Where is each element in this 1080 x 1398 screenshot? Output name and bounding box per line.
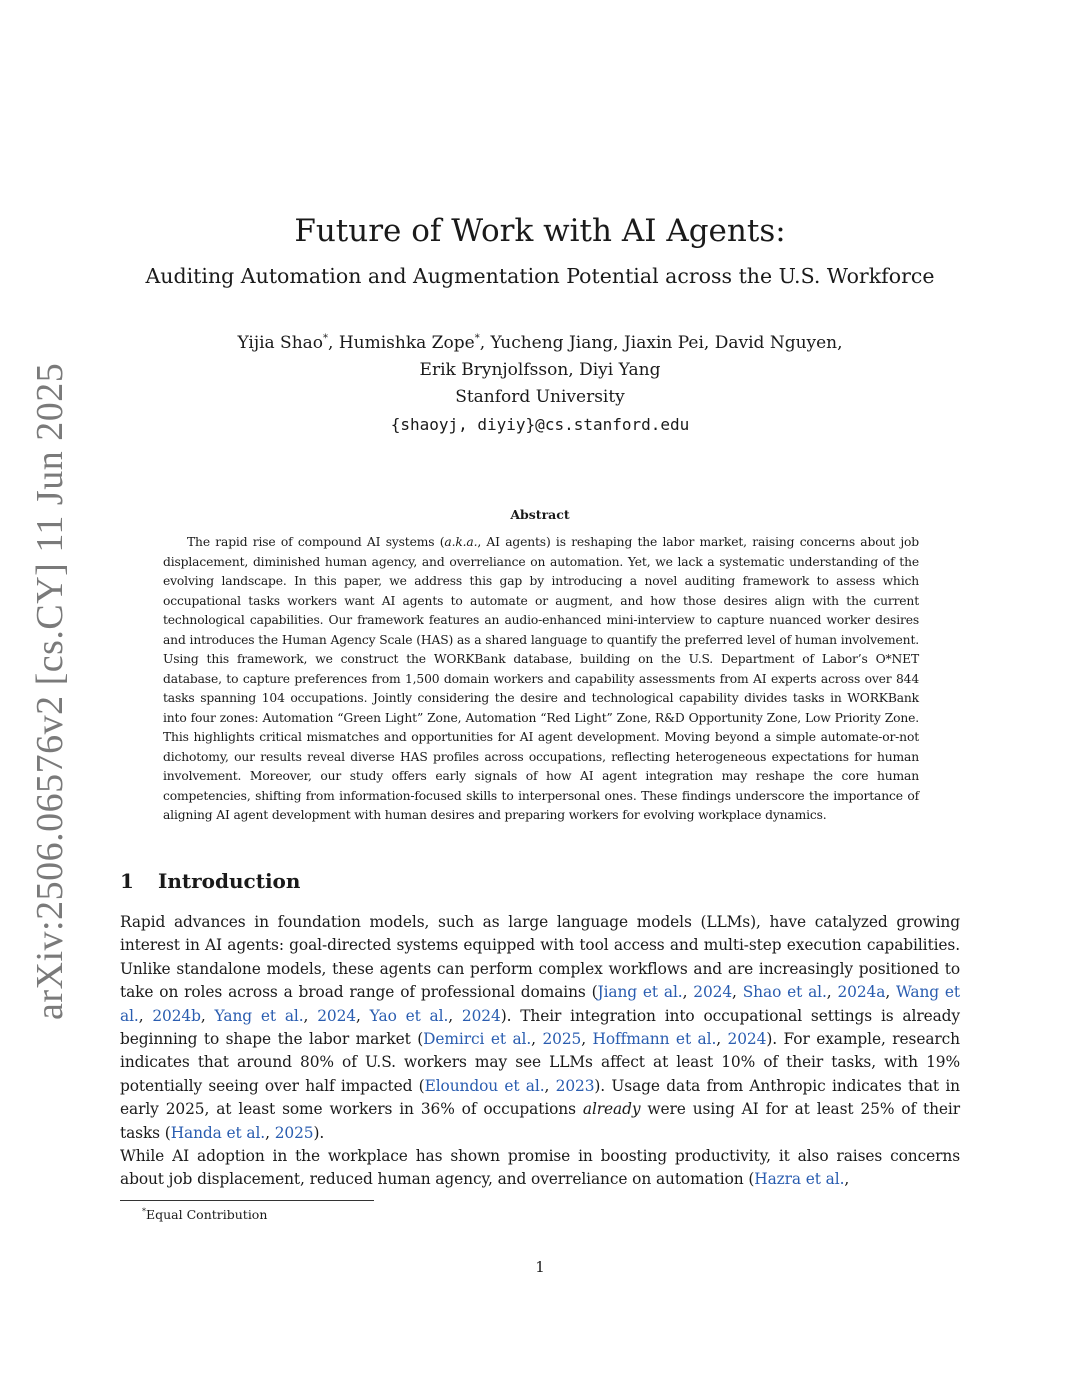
italic-emphasis: already: [582, 1100, 641, 1119]
author-block: [0, 330, 1080, 438]
citation-link[interactable]: Eloundou et al.: [424, 1076, 545, 1095]
paper-title: Future of Work with AI Agents:: [294, 213, 786, 249]
section-heading-introduction: [120, 866, 300, 896]
citation-link[interactable]: 2024: [461, 1006, 501, 1025]
citation-link[interactable]: Hazra et al.: [754, 1170, 845, 1189]
citation-link[interactable]: 2024a: [837, 983, 886, 1002]
author-name: Yijia Shao: [237, 333, 324, 353]
equal-contribution-mark: *: [474, 333, 480, 344]
punctuation: ,: [138, 1006, 153, 1025]
citation-link[interactable]: Handa et al.: [170, 1123, 266, 1142]
page-number: 1: [535, 1258, 545, 1276]
author-line-2: Erik Brynjolfsson, Diyi Yang: [419, 360, 661, 380]
punctuation: ,: [355, 1006, 370, 1025]
paragraph-text: were using AI for at least 25% of their tasks (: [120, 1100, 960, 1142]
paragraph-text: ). Usage data from Anthropic indicates that in early 2025, at least some workers in 36% of occupations: [120, 1076, 960, 1119]
punctuation: ,: [732, 983, 743, 1002]
citation-link[interactable]: Demirci et al.: [423, 1030, 532, 1049]
paragraph-text: ). Their integration into occupational settings is already beginning to shape the labor market (: [120, 1006, 961, 1049]
abstract-italic: a.k.a.: [444, 535, 478, 549]
footnote-divider: [120, 1200, 374, 1201]
author-name: , Humishka Zope: [328, 333, 475, 353]
abstract-heading: Abstract: [510, 507, 570, 522]
citation-link[interactable]: 2024: [317, 1006, 356, 1025]
punctuation: ,: [303, 1006, 318, 1025]
equal-contribution-mark: *: [323, 333, 329, 344]
footnote-text: Equal Contribution: [146, 1207, 268, 1222]
punctuation: ,: [544, 1076, 556, 1095]
punctuation: ,: [448, 1006, 462, 1025]
affiliation: Stanford University: [455, 387, 625, 407]
paragraph-text: ). For example, research indicates that around 80% of U.S. workers may see LLMs affect at least 10% of their tasks, with 19% potentially seeing over half impacted (: [120, 1030, 960, 1095]
section-number: 1: [120, 869, 134, 893]
citation-link[interactable]: 2025: [542, 1030, 582, 1049]
paper-subtitle: Auditing Automation and Augmentation Potential across the U.S. Workforce: [145, 264, 935, 288]
author-line-1: [0, 330, 1080, 357]
paragraph-text: ).: [313, 1123, 325, 1142]
citation-link[interactable]: Wang et al.: [120, 983, 961, 1025]
punctuation: ,: [844, 1170, 850, 1189]
punctuation: ,: [885, 983, 897, 1002]
author-names: , Yucheng Jiang, Jiaxin Pei, David Nguyen,: [479, 333, 843, 353]
citation-link[interactable]: Yao et al.: [369, 1006, 449, 1025]
punctuation: ,: [826, 983, 838, 1002]
citation-link[interactable]: 2023: [555, 1076, 595, 1095]
citation-link[interactable]: 2024: [693, 983, 733, 1002]
citation-link[interactable]: 2024b: [152, 1006, 201, 1025]
paragraph-text: Rapid advances in foundation models, such as large language models (LLMs), have catalyzed growing interest in AI agents: goal-directed systems equipped with tool access and multi-step execution capabilities. Unlike standalone models, these agents can perform complex workflows and are increasingly positioned to take on roles across a broad range of professional domains (: [120, 913, 960, 1002]
footnote-mark: *: [142, 1207, 146, 1216]
arxiv-identifier-stamp: arXiv:2506.06576v2 [cs.CY] 11 Jun 2025: [29, 362, 71, 1020]
punctuation: ,: [581, 1030, 593, 1049]
intro-paragraph-2: [120, 1145, 960, 1192]
punctuation: ,: [265, 1123, 275, 1142]
citation-link[interactable]: Hoffmann et al.: [592, 1030, 717, 1049]
abstract-text: The rapid rise of compound AI systems (: [187, 535, 445, 549]
citation-link[interactable]: 2025: [274, 1123, 314, 1142]
punctuation: ,: [531, 1030, 543, 1049]
punctuation: ,: [682, 983, 694, 1002]
citation-link[interactable]: Jiang et al.: [597, 983, 683, 1002]
citation-link[interactable]: Yang et al.: [214, 1006, 304, 1025]
section-title: Introduction: [158, 869, 301, 893]
abstract-body: [163, 533, 919, 826]
abstract-text: , AI agents) is reshaping the labor market, raising concerns about job displacement, diminished human agency, and overreliance on automation. Yet, we lack a systematic understanding of the evolving landscape. In this paper, we address this gap by introducing a novel auditing framework to assess which occupational tasks workers want AI agents to automate or augment, and how those desires align with the current technological capabilities. Our framework features an audio-enhanced mini-interview to capture nuanced worker desires and introduces the Human Agency Scale (HAS) as a shared language to quantify the preferred level of human involvement. Using this framework, we construct the WORKBank database, building on the U.S. Department of Labor’s O*NET database, to capture preferences from 1,500 domain workers and capability assessments from AI experts across over 844 tasks spanning 104 occupations. Jointly considering the desire and technological capability divides tasks in WORKBank into four zones: Automation “Green Light” Zone, Automation “Red Light” Zone, R&D Opportunity Zone, Low Priority Zone. This highlights critical mismatches and opportunities for AI agent development. Moving beyond a simple automate-or-not dichotomy, our results reveal diverse HAS profiles across occupations, reflecting heterogeneous expectations for human involvement. Moreover, our study offers early signals of how AI agent integration may reshape the core human competencies, shifting from information-focused skills to interpersonal ones. These findings underscore the importance of aligning AI agent development with human desires and preparing workers for evolving workplace dynamics.: [163, 535, 919, 822]
punctuation: ,: [200, 1006, 215, 1025]
footnote: [142, 1205, 267, 1225]
punctuation: ,: [716, 1030, 728, 1049]
intro-paragraph-1: [120, 911, 960, 1145]
citation-link[interactable]: Shao et al.: [742, 983, 827, 1002]
paragraph-text: While AI adoption in the workplace has shown promise in boosting productivity, it also raises concerns about job displacement, reduced human agency, and overreliance on automation (: [120, 1147, 960, 1189]
contact-email[interactable]: {shaoyj, diyiy}@cs.stanford.edu: [390, 415, 690, 434]
citation-link[interactable]: 2024: [727, 1030, 767, 1049]
